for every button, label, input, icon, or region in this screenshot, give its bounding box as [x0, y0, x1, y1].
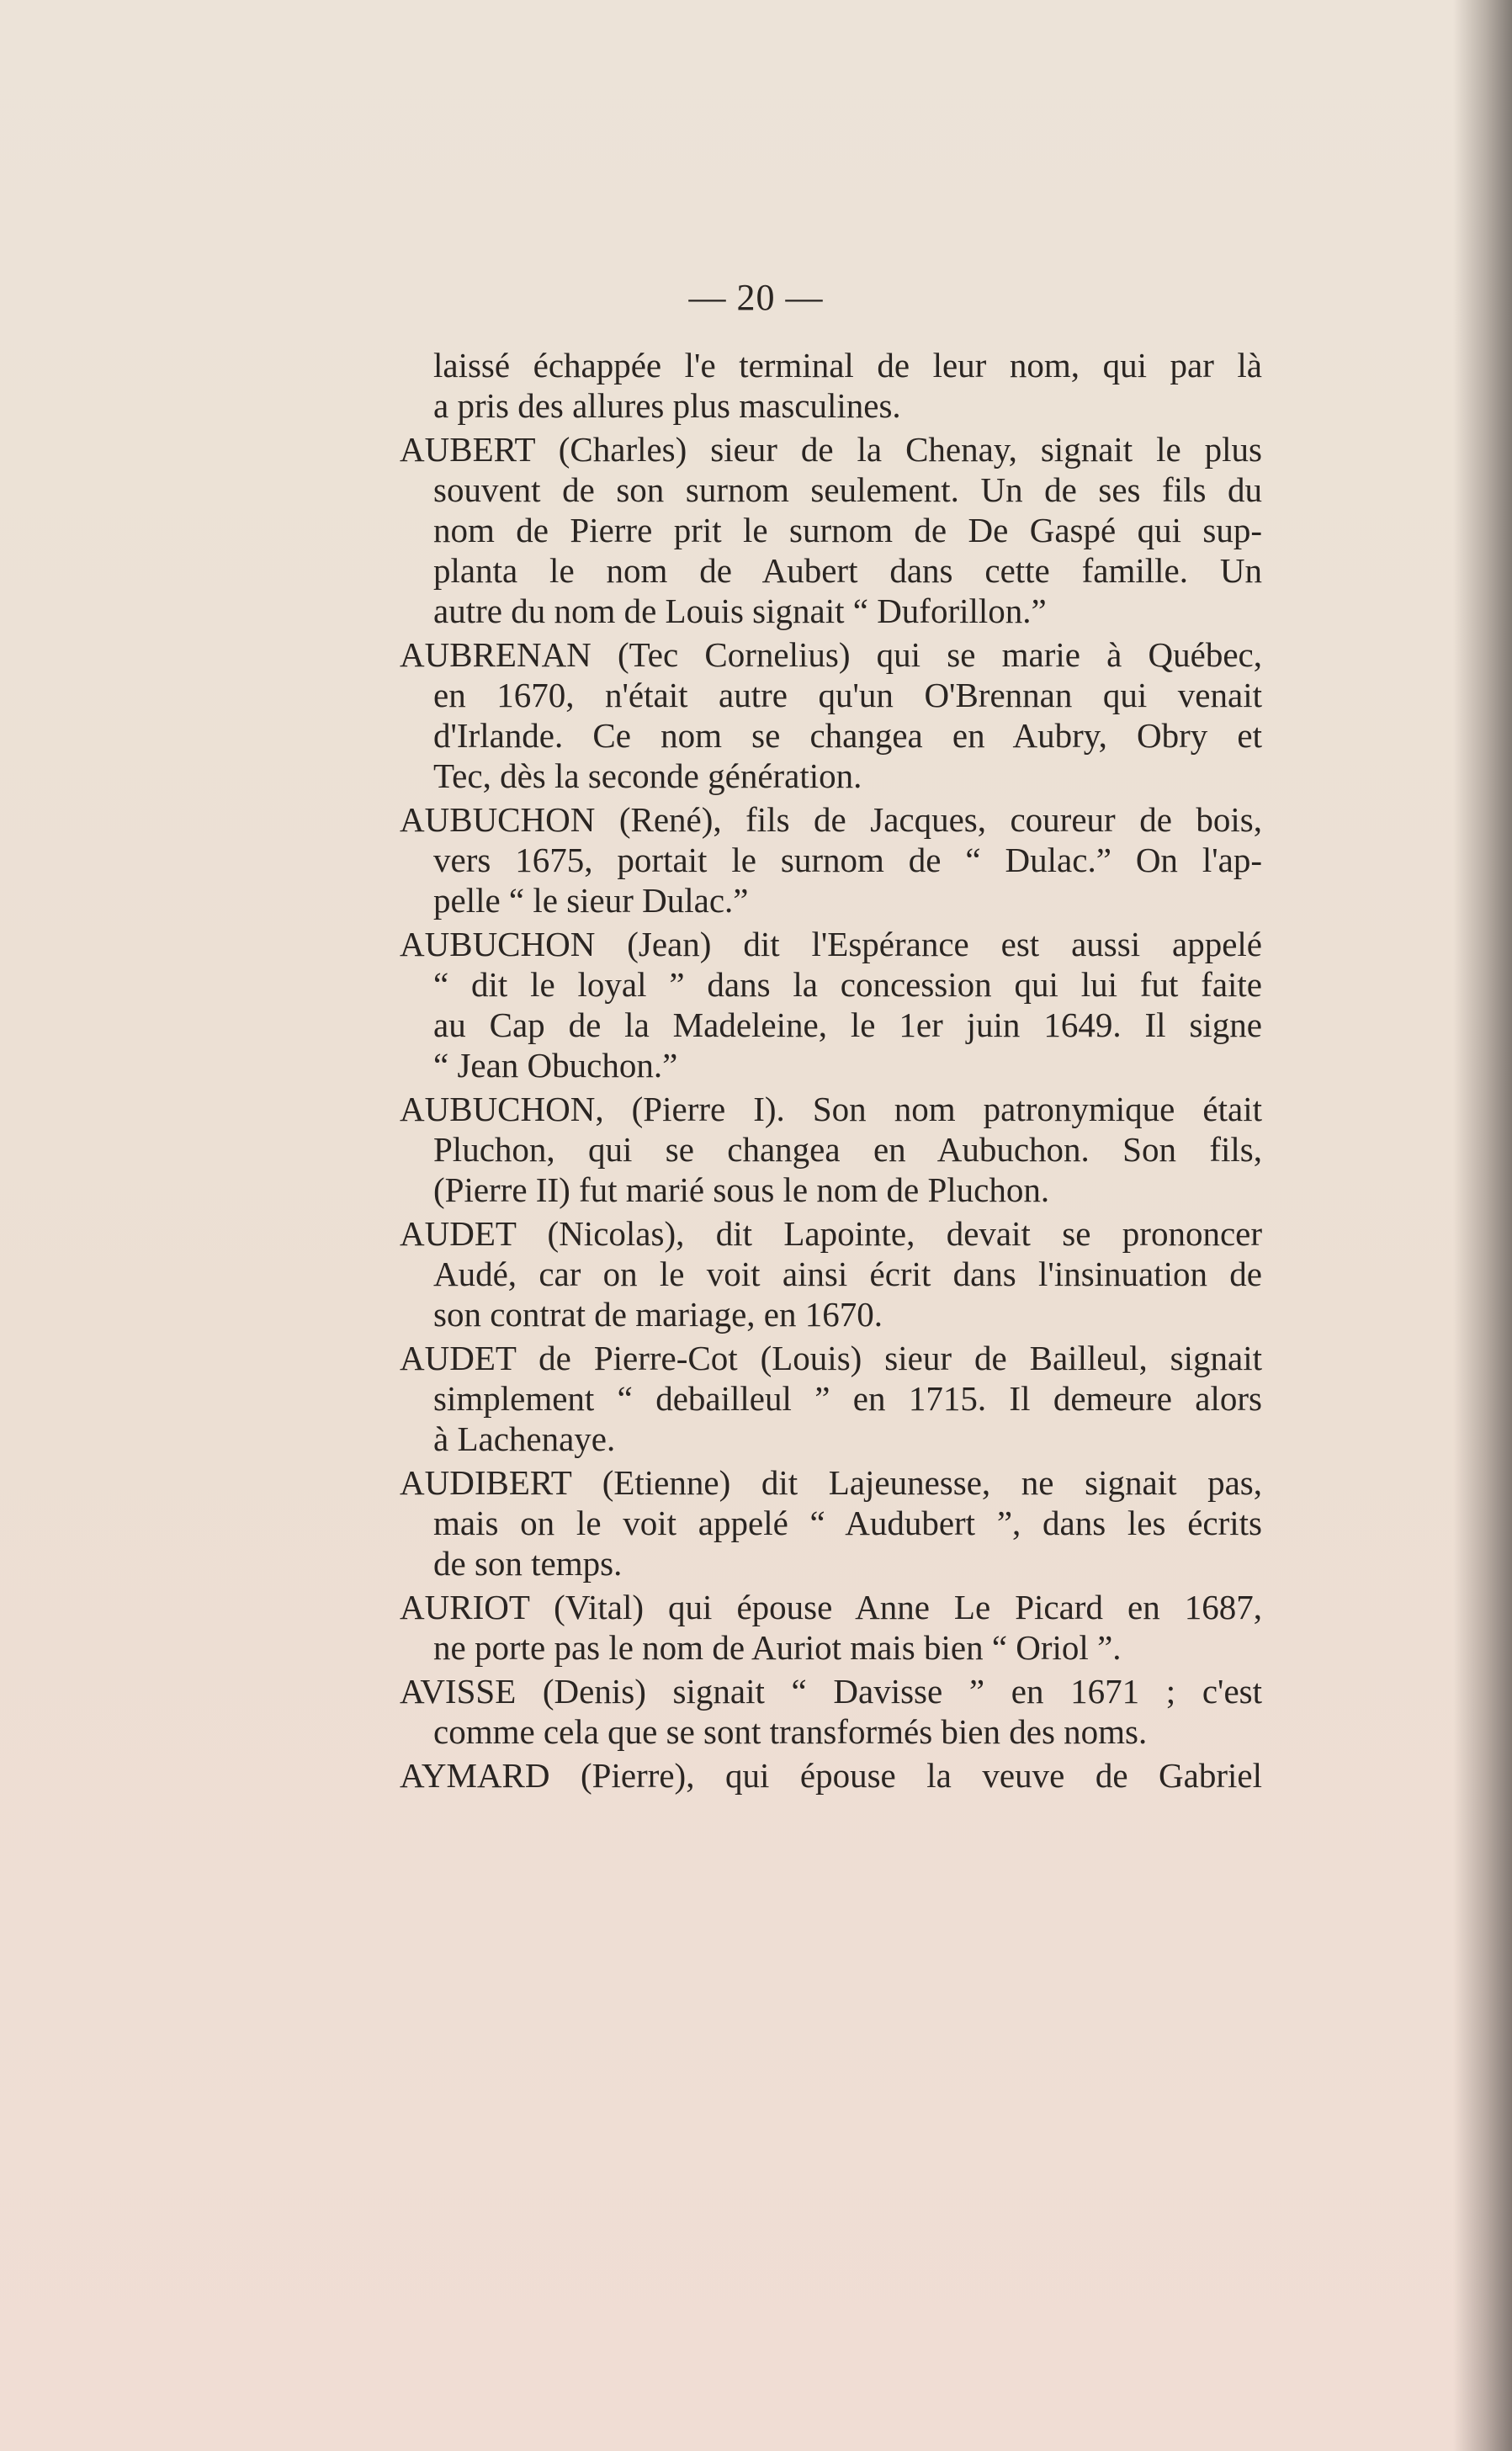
text-line: simplement “ debailleul ” en 1715. Il demeure alors [433, 1379, 1262, 1418]
entry-aubuchon-rene [400, 799, 1262, 920]
page-text-body [400, 345, 1262, 1799]
text-line: en 1670, n'était autre qu'un O'Brennan qui venait [433, 676, 1262, 714]
entry-heading-line: AVISSE (Denis) signait “ Davisse ” en 1671 ; c'est [400, 1672, 1262, 1711]
entry-heading-line: AUDET (Nicolas), dit Lapointe, devait se prononcer [400, 1214, 1262, 1253]
entry-heading-line: AURIOT (Vital) qui épouse Anne Le Picard en 1687, [400, 1588, 1262, 1626]
text-line: mais on le voit appelé “ Audubert ”, dans les écrits [433, 1504, 1262, 1542]
entry-aymard [400, 1755, 1262, 1796]
entry-aubert [400, 429, 1262, 631]
entry-heading-line: AUBERT (Charles) sieur de la Chenay, signait le plus [400, 430, 1262, 469]
entry-auriot [400, 1587, 1262, 1668]
entry-heading-line: AUBUCHON (René), fils de Jacques, coureur de bois, [400, 800, 1262, 839]
entry-heading-line: AUBUCHON (Jean) dit l'Espérance est aussi appelé [400, 925, 1262, 963]
entry-aubrenan [400, 634, 1262, 796]
text-line: laissé échappée l'e terminal de leur nom, qui par là [433, 346, 1262, 385]
entry-heading-line: AUDIBERT (Etienne) dit Lajeunesse, ne signait pas, [400, 1463, 1262, 1502]
book-gutter-shadow [1453, 0, 1512, 2451]
text-line: autre du nom de Louis signait “ Duforillon.” [433, 592, 1047, 630]
text-line: à Lachenaye. [433, 1419, 616, 1458]
text-line: Audé, car on le voit ainsi écrit dans l'insinuation de [433, 1255, 1262, 1293]
entry-audet-nicolas [400, 1213, 1262, 1334]
entry-audet-louis [400, 1338, 1262, 1459]
entry-heading-line: AUBRENAN (Tec Cornelius) qui se marie à Québec, [400, 635, 1262, 674]
entry-heading-line: AUBUCHON, (Pierre I). Son nom patronymique était [400, 1090, 1262, 1128]
text-line: planta le nom de Aubert dans cette famille. Un [433, 551, 1262, 590]
entry-heading-line: AYMARD (Pierre), qui épouse la veuve de Gabriel [400, 1756, 1262, 1795]
text-line: d'Irlande. Ce nom se changea en Aubry, Obry et [433, 716, 1262, 755]
text-line: Pluchon, qui se changea en Aubuchon. Son fils, [433, 1130, 1262, 1169]
entry-aubuchon-pierre [400, 1089, 1262, 1210]
text-line: de son temps. [433, 1544, 623, 1583]
text-line: vers 1675, portait le surnom de “ Dulac.” On l'ap- [433, 841, 1262, 879]
entry-heading-line: AUDET de Pierre-Cot (Louis) sieur de Bailleul, signait [400, 1339, 1262, 1377]
entry-aubuchon-jean [400, 924, 1262, 1085]
text-line: nom de Pierre prit le surnom de De Gaspé qui sup- [433, 511, 1262, 549]
text-line: ne porte pas le nom de Auriot mais bien “ Oriol ”. [433, 1628, 1122, 1667]
text-line: (Pierre II) fut marié sous le nom de Pluchon. [433, 1170, 1050, 1209]
text-line: pelle “ le sieur Dulac.” [433, 881, 749, 920]
entry-intro [400, 345, 1262, 426]
entry-avisse [400, 1671, 1262, 1752]
text-line: souvent de son surnom seulement. Un de ses fils du [433, 470, 1262, 509]
text-line: a pris des allures plus masculines. [433, 386, 901, 425]
page-number: — 20 — [688, 277, 824, 318]
entry-audibert [400, 1462, 1262, 1584]
text-line: “ Jean Obuchon.” [433, 1046, 678, 1085]
text-line: Tec, dès la seconde génération. [433, 756, 862, 795]
text-line: au Cap de la Madeleine, le 1er juin 1649. Il signe [433, 1005, 1262, 1044]
text-line: “ dit le loyal ” dans la concession qui lui fut faite [433, 965, 1262, 1004]
text-line: comme cela que se sont transformés bien des noms. [433, 1712, 1148, 1751]
text-line: son contrat de mariage, en 1670. [433, 1295, 883, 1334]
